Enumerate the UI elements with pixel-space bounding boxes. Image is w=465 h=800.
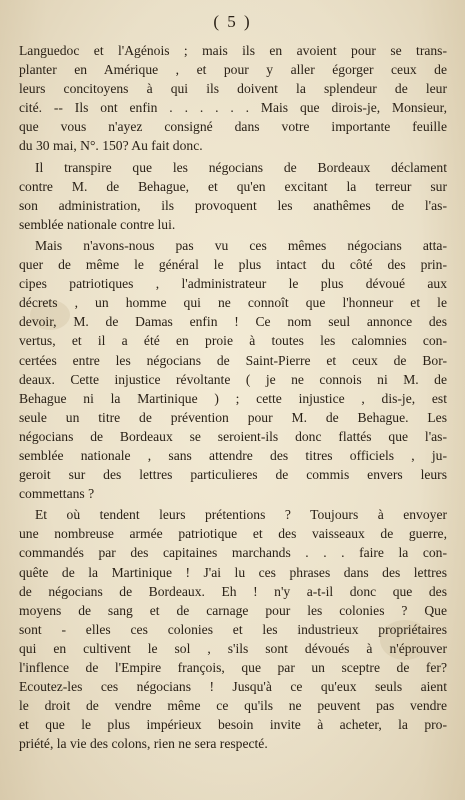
text-line: planter en Amérique , et pour y aller égorger ceux de	[19, 62, 447, 78]
text-line: leurs concitoyens à qui ils doivent la splendeur de leur	[19, 81, 447, 97]
page-number: ( 5 )	[213, 12, 252, 31]
text-line: du 30 mai, N°. 150? Au fait donc.	[19, 138, 203, 154]
text-line: Languedoc et l'Agénois ; mais ils en avoient pour se trans-	[19, 43, 447, 58]
text-line: quer de même le général le plus intact du côté des prin-	[19, 257, 447, 273]
text-line: qui en cultivent le sol , s'ils sont dévoués à n'éprouver	[19, 640, 447, 656]
text-line: semblée nationale , sans attendre des titres officiels , ju-	[19, 447, 447, 463]
text-line: quête de la Martinique ! J'ai lu ces phrases dans des lettres	[19, 564, 447, 580]
text-line: l'inflence de l'Empire françois, que par un sceptre de fer?	[19, 660, 447, 675]
text-line: deaux. Cette injustice révoltante ( je ne connois ni M. de	[19, 371, 447, 387]
text-line: vertus, et il a été en proie à toutes les calomnies con-	[19, 333, 447, 349]
text-line: cité. -- Ils ont enfin . . . . . . Mais que dirois-je, Monsieur,	[19, 100, 447, 116]
text-line: certées entre les négocians de Saint-Pierre et ceux de Bor-	[19, 352, 447, 368]
text-line: commandés par des capitaines marchands . . . faire la con-	[19, 545, 447, 561]
body-text	[19, 41, 447, 753]
text-line: et que le plus impérieux besoin invite à acheter, la pro-	[19, 717, 447, 733]
text-line: Il transpire que les négocians de Bordeaux déclament	[35, 159, 447, 175]
text-line: que vous n'ayez consigné dans votre importante feuille	[19, 119, 447, 135]
text-line: Ecoutez-les ces négocians ! Jusqu'à ce qu'eux seuls aient	[19, 679, 447, 695]
text-line: décrets , un homme qui ne connoît que l'honneur et le	[19, 295, 447, 311]
text-line: geroit sur des lettres particulieres de commis envers leurs	[19, 467, 447, 483]
text-line: négocians de Bordeaux se seroient-ils donc flattés que l'as-	[19, 428, 447, 444]
text-line: de négocians de Bordeaux. Eh ! n'y a-t-il donc que des	[19, 583, 447, 599]
text-line: priété, la vie des colons, rien ne sera respecté.	[19, 736, 268, 752]
text-line: son administration, ils provoquent les anathêmes de l'as-	[19, 197, 447, 213]
text-line: sont - elles ces colonies et les industrieux propriétaires	[19, 621, 447, 637]
text-line: Behague ni la Martinique ) ; cette injustice , dis-je, est	[19, 390, 447, 406]
text-line: Et où tendent leurs prétentions ? Toujours à envoyer	[35, 507, 447, 523]
text-line: cipes patriotiques , l'administrateur le plus dévoué aux	[19, 276, 447, 292]
text-line: une nombreuse armée patriotique et des vaisseaux de guerre,	[19, 526, 447, 542]
text-line: semblée nationale contre lui.	[19, 216, 176, 232]
text-line: Mais n'avons-nous pas vu ces mêmes négocians atta-	[35, 237, 447, 253]
text-line: contre M. de Behague, et qu'en excitant la terreur sur	[19, 178, 447, 194]
text-line: moyens de sang et de carnage pour les colonies ? Que	[19, 602, 447, 618]
text-line: commettans ?	[19, 486, 95, 502]
text-line: devoir, M. de Damas enfin ! Ce nom seul annonce des	[19, 314, 447, 330]
text-line: le droit de vendre même ce qu'ils ne peuvent pas vendre	[19, 698, 447, 714]
text-line: seule un titre de prévention pour M. de Behague. Les	[19, 409, 447, 425]
